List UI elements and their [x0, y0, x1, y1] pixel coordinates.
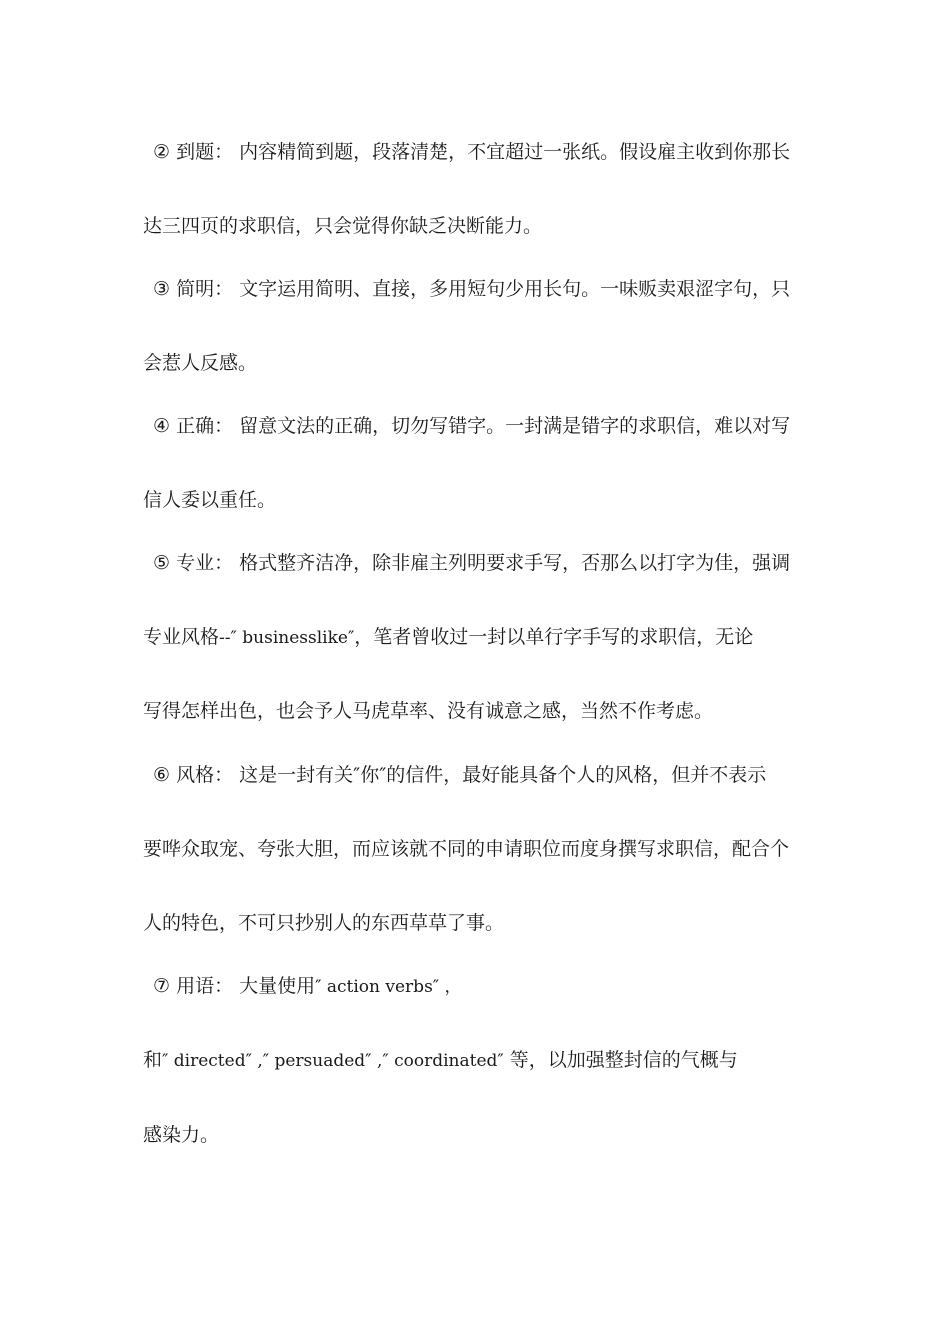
text-span: 专业风格	[143, 626, 220, 648]
list-item-heading-line	[153, 414, 790, 438]
text-span: ④ 正确： 留意文法的正确，切勿写错字。一封满是错字的求职信，难以对写	[153, 415, 791, 437]
text-span: 达三四页的求职信，只会觉得你缺乏决断能力。	[143, 215, 543, 237]
text-span: 感染力。	[143, 1124, 220, 1146]
paragraph-line	[143, 837, 789, 861]
list-item-heading-line	[153, 763, 766, 787]
text-span: ，笔者曾收过一封以单行字手写的求职信，无论	[354, 626, 754, 648]
text-span: 和	[143, 1049, 163, 1071]
paragraph-line	[143, 699, 713, 723]
text-span: ③ 简明： 文字运用简明、直接，多用短句少用长句。一味贩卖艰涩字句，只	[153, 278, 791, 300]
paragraph-line	[143, 214, 542, 238]
latin-text-span: ″ directed″ ,″ persuaded″ ,″ coordinated″	[162, 1051, 504, 1071]
paragraph-line	[143, 351, 257, 375]
text-span: ⑤ 专业： 格式整齐洁净，除非雇主列明要求手写，否那么以打字为佳，强调	[153, 552, 791, 574]
text-span: ⑦ 用语： 大量使用	[153, 975, 316, 997]
paragraph-line	[143, 1048, 738, 1073]
paragraph-line	[143, 625, 753, 650]
text-span: ⑥ 风格： 这是一封有关″你″的信件，最好能具备个人的风格，但并不表示	[153, 764, 767, 786]
paragraph-line	[143, 911, 504, 935]
text-span: 要哗众取宠、夸张大胆，而应该就不同的申请职位而度身撰写求职信，配合个	[143, 838, 790, 860]
latin-text-span: ″ action verbs″ ，	[315, 977, 462, 997]
list-item-heading-line	[153, 974, 462, 999]
text-span: 写得怎样出色，也会予人马虎草率、没有诚意之感，当然不作考虑。	[143, 700, 714, 722]
paragraph-line	[143, 488, 276, 512]
paragraph-line	[143, 1123, 219, 1147]
text-span: ② 到题： 内容精简到题，段落清楚，不宜超过一张纸。假设雇主收到你那长	[153, 141, 791, 163]
text-span: 人的特色，不可只抄别人的东西草草了事。	[143, 912, 505, 934]
text-span: 信人委以重任。	[143, 489, 277, 511]
list-item-heading-line	[153, 140, 790, 164]
list-item-heading-line	[153, 551, 790, 575]
text-span: 会惹人反感。	[143, 352, 258, 374]
text-span: 等，以加强整封信的气概与	[503, 1049, 738, 1071]
list-item-heading-line	[153, 277, 790, 301]
latin-text-span: --″ businesslike″	[219, 628, 355, 648]
